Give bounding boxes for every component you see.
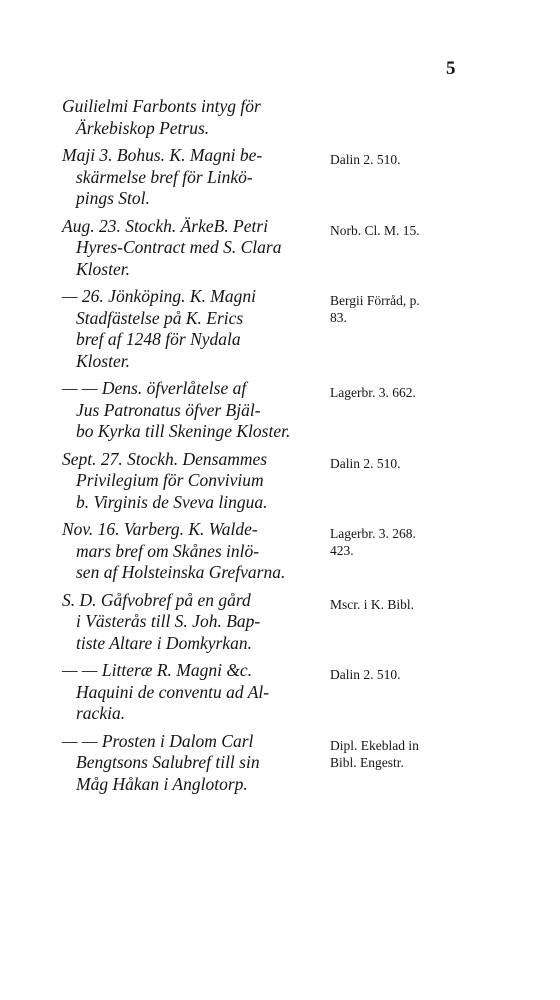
entry-row [62,145,482,210]
entry-text-line: pings Stol. [76,188,150,208]
entry-text-line: Ärkebiskop Petrus. [76,117,210,138]
entry-text-line: Bengtsons Salubref till sin [76,752,260,772]
entry-list [62,96,482,801]
entry-text-line: b. Virginis de Sveva lingua. [76,491,268,512]
entry-text-line: Aug. 23. Stockh. ÄrkeB. Petri [62,215,269,236]
entry-text [62,216,324,281]
entry-text-line: Kloster. [76,350,130,371]
entry-text-line: sen af Holsteinska Grefvarna. [76,562,286,582]
entry-source [330,222,480,239]
entry-text-line: Kloster. [76,258,130,279]
entry-source-line: 423. [330,543,354,558]
entry-text-line: mars bref om Skånes inlö- [76,540,260,561]
entry-source [330,666,480,683]
entry-text-line: tiste Altare i Domkyrkan. [76,632,252,653]
entry-source-line: Dalin 2. 510. [330,667,401,682]
entry-text [62,731,324,796]
entry-text [62,660,324,725]
entry-row [62,590,482,655]
entry-text-line: Privilegium för Convivium [76,470,264,490]
entry-text-line: i Västerås till S. Joh. Bap- [76,611,261,631]
entry-text-line: S. D. Gåfvobref på en gård [62,589,251,610]
entry-text-line: bo Kyrka till Skeninge Kloster. [76,421,291,441]
entry-source [330,596,480,613]
entry-row [62,660,482,725]
entry-text-line: Maji 3. Bohus. K. Magni be- [62,145,263,165]
entry-text-line: — — Dens. öfverlåtelse af [62,378,247,398]
entry-row [62,378,482,443]
entry-row [62,449,482,514]
entry-source [330,737,480,771]
entry-source-line: Bergii Förråd, p. [330,293,420,308]
entry-source-line: Norb. Cl. M. 15. [330,222,420,238]
entry-text [62,286,324,372]
entry-text [62,519,324,584]
entry-source-line: Dalin 2. 510. [330,152,401,167]
entry-text-line: Hyres-Contract med S. Clara [76,237,282,257]
entry-row [62,731,482,796]
entry-row [62,519,482,584]
entry-text [62,96,324,139]
entry-row [62,286,482,372]
entry-source-line: Mscr. i K. Bibl. [330,596,415,612]
entry-source [330,455,480,472]
entry-text-line: rackia. [76,703,126,723]
page-number: 5 [446,58,456,79]
entry-row [62,216,482,281]
entry-text-line: Sept. 27. Stockh. Densammes [62,448,268,469]
entry-text [62,449,324,514]
entry-text [62,378,324,443]
entry-source [330,525,480,559]
entry-text-line: skärmelse bref för Linkö- [76,166,253,187]
entry-text-line: — — Litteræ R. Magni &c. [62,660,253,680]
entry-text [62,590,324,655]
entry-text-line: Guilielmi Farbonts intyg för [62,96,261,116]
entry-source-line: Dalin 2. 510. [330,455,401,471]
entry-text-line: Stadfästelse på K. Erics [76,307,244,328]
entry-source-line: Lagerbr. 3. 268. [330,526,416,541]
entry-source-line: Dipl. Ekeblad in [330,737,419,753]
entry-text-line: Haquini de conventu ad Al- [76,681,270,702]
entry-text-line: bref af 1248 för Nydala [76,329,241,349]
entry-source-line: Bibl. Engestr. [330,754,404,770]
entry-text-line: Nov. 16. Varberg. K. Walde- [62,519,258,539]
entry-text-line: Måg Håkan i Anglotorp. [76,773,248,794]
entry-text-line: — 26. Jönköping. K. Magni [62,286,256,306]
entry-source [330,384,480,401]
entry-text [62,145,324,210]
entry-text-line: — — Prosten i Dalom Carl [62,730,254,751]
entry-text-line: Jus Patronatus öfver Bjäl- [76,399,261,420]
entry-row [62,96,482,139]
entry-source-line: Lagerbr. 3. 662. [330,385,416,400]
entry-source-line: 83. [330,310,347,325]
entry-source [330,292,480,326]
entry-source [330,151,480,168]
